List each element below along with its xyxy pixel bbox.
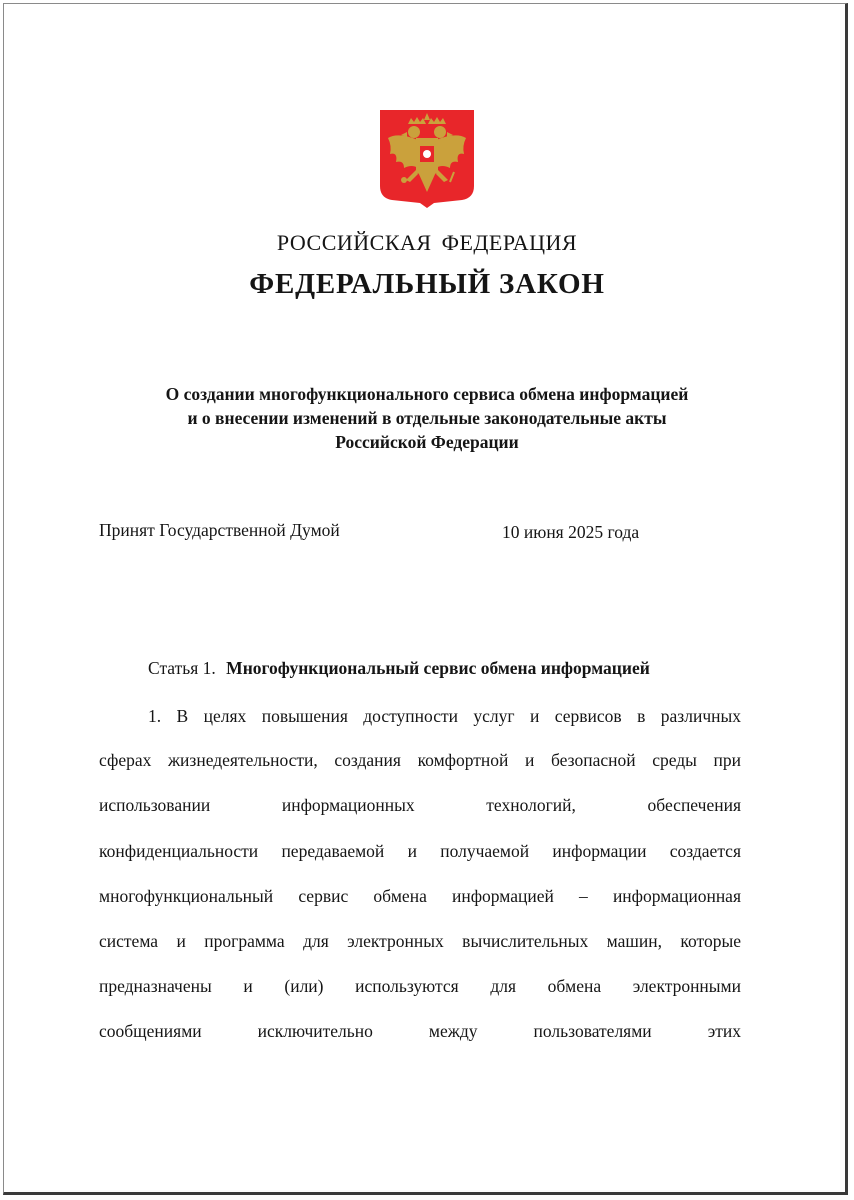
article-text-line: многофункциональный сервис обмена информацией – информационная xyxy=(99,886,741,906)
law-title-line: О создании многофункционального сервиса обмена информацией xyxy=(165,384,689,404)
adopted-by-text: Принят Государственной Думой xyxy=(99,520,340,540)
coat-of-arms-emblem xyxy=(378,108,476,208)
double-headed-eagle-icon xyxy=(378,108,476,208)
article-number: Статья 1. xyxy=(148,658,216,678)
article-text-line: использовании информационных технологий, обеспечения xyxy=(99,795,741,815)
law-title xyxy=(0,382,854,454)
adoption-date: 10 июня 2025 года xyxy=(502,522,640,542)
article-heading xyxy=(148,658,650,679)
article-text-line: система и программа для электронных вычислительных машин, которые xyxy=(99,931,741,951)
law-title-line: Российской Федерации xyxy=(335,432,519,452)
country-heading: РОССИЙСКАЯ ФЕДЕРАЦИЯ xyxy=(276,230,578,255)
law-title-line: и о внесении изменений в отдельные законодательные акты xyxy=(187,408,667,428)
article-text-line: сферах жизнедеятельности, создания комфортной и безопасной среды при xyxy=(99,750,741,770)
article-title: Многофункциональный сервис обмена информацией xyxy=(226,658,650,678)
article-text-line: сообщениями исключительно между пользователями этих xyxy=(99,1021,741,1041)
article-text-line: предназначены и (или) используются для обмена электронными xyxy=(99,976,741,996)
article-text-line: конфиденциальности передаваемой и получаемой информации создается xyxy=(99,841,741,861)
document-type-heading: ФЕДЕРАЛЬНЫЙ ЗАКОН xyxy=(249,268,605,300)
article-text-line: 1. В целях повышения доступности услуг и сервисов в различных xyxy=(148,706,741,726)
